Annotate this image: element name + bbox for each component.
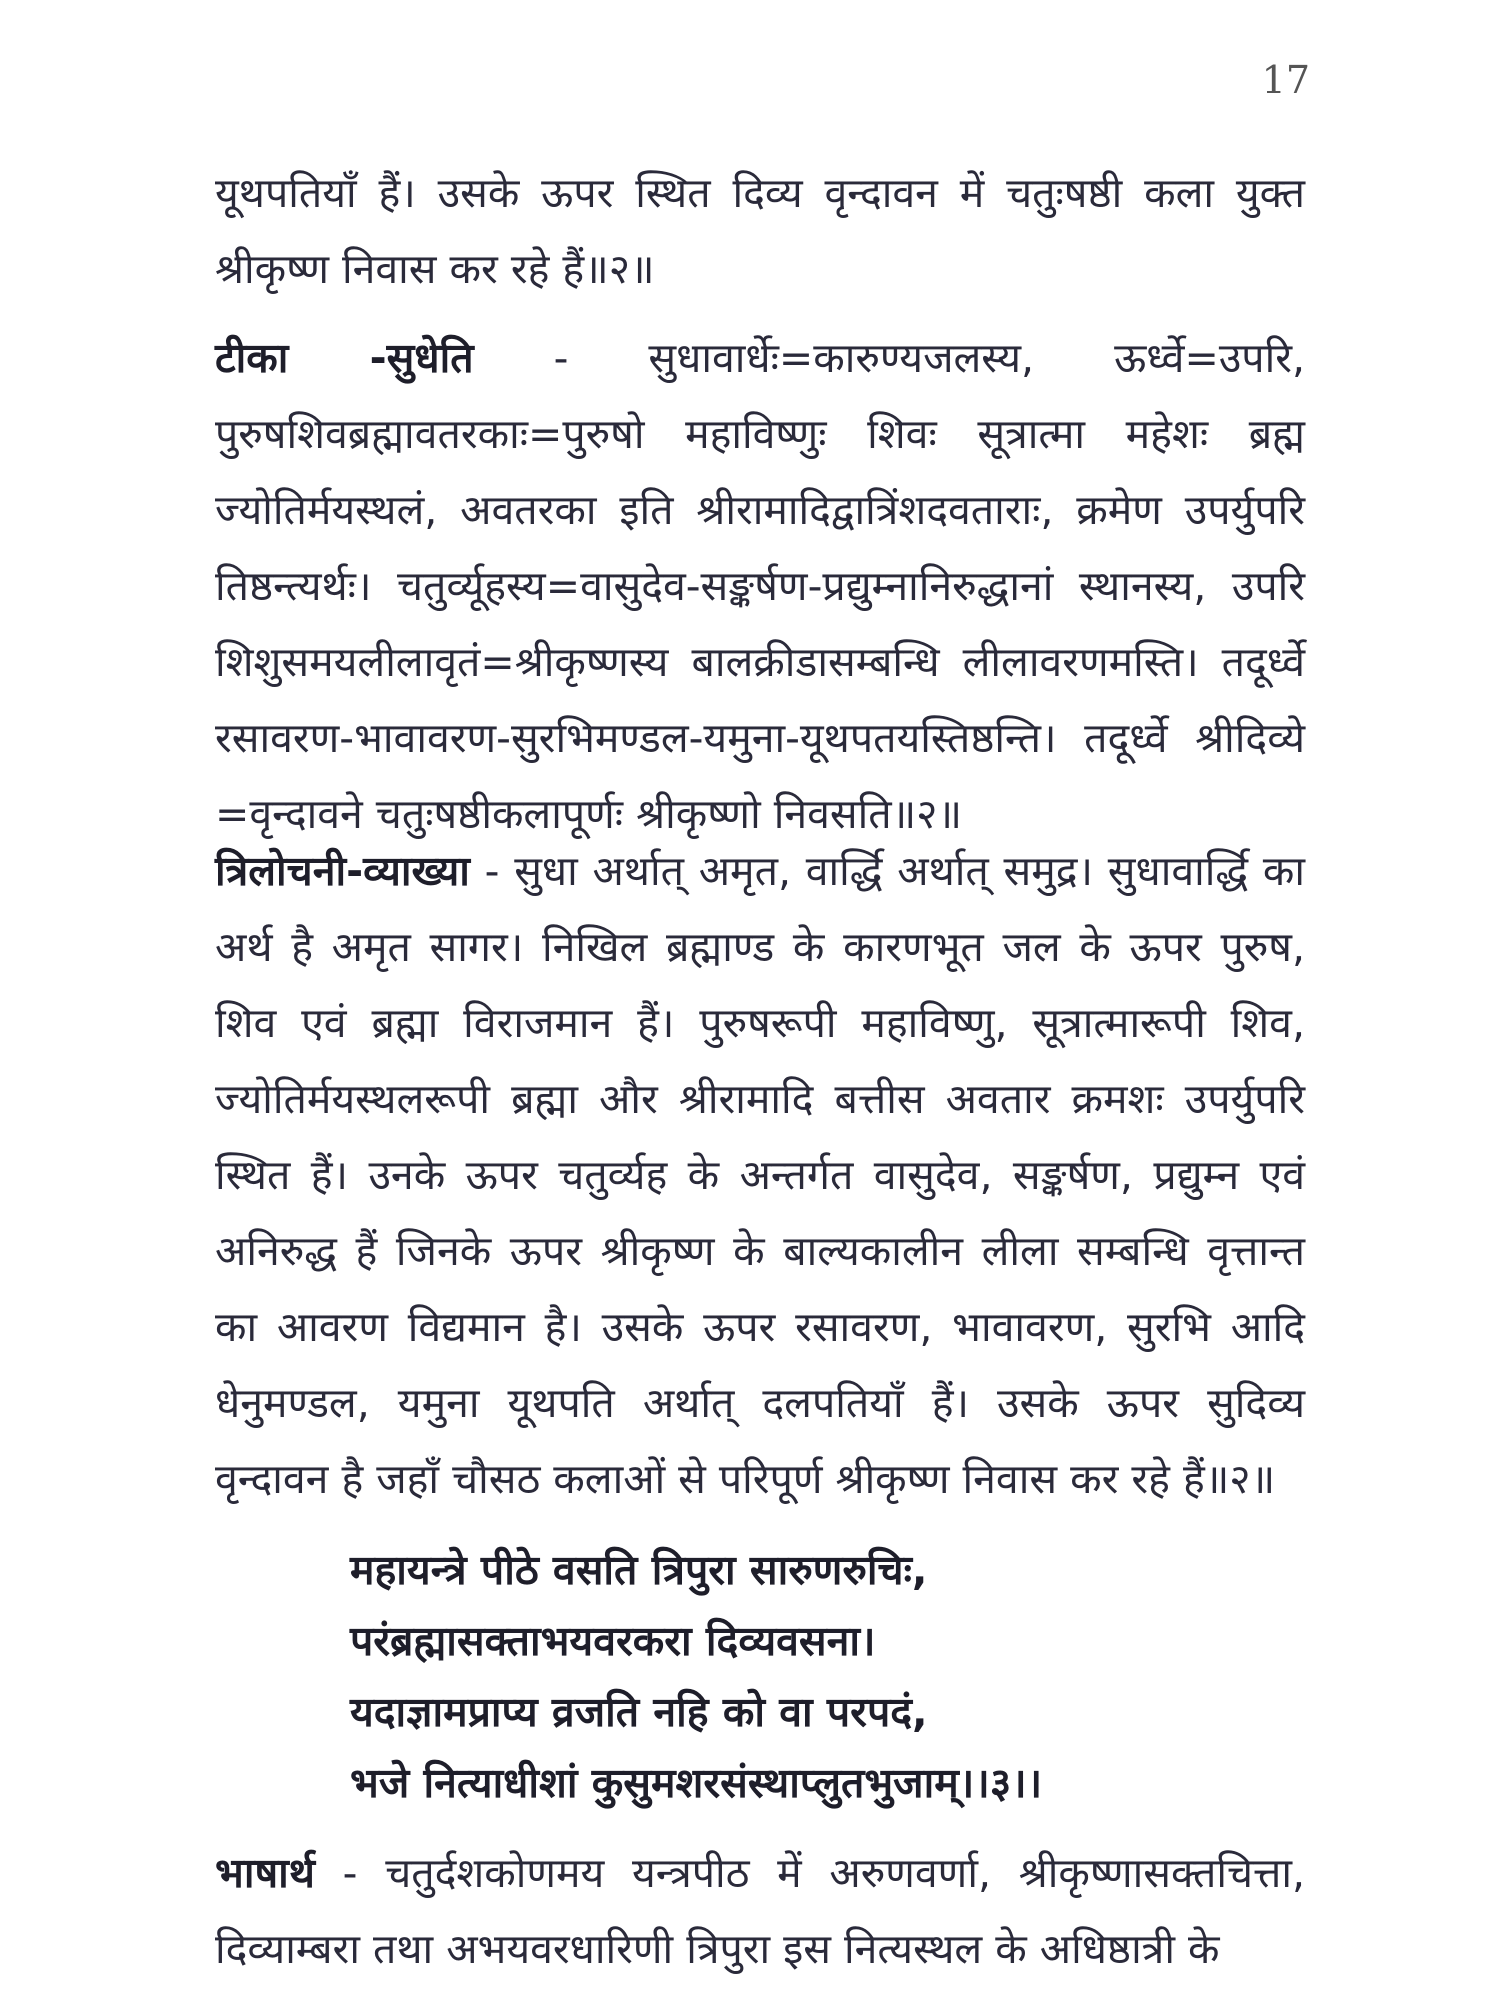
verse-block <box>350 1535 1300 1819</box>
bhavartha-separator: - <box>314 1849 386 1897</box>
verse-line: परंब्रह्मासक्ताभयवरकरा दिव्यवसना। <box>350 1617 876 1665</box>
paragraph-continuation-text: यूथपतियाँ हैं। उसके ऊपर स्थित दिव्य वृन्दावन में चतुःषष्ठी कला युक्त श्रीकृष्ण निवास कर रहे हैं॥२॥ <box>215 169 1305 293</box>
verse-line: यदाज्ञामप्राप्य व्रजति नहि को वा परपदं, <box>350 1688 928 1736</box>
verse-line: महायन्त्रे पीठे वसति त्रिपुरा सारुणरुचिः, <box>350 1546 928 1594</box>
trilochani-text: सुधा अर्थात् अमृत, वार्द्धि अर्थात् समुद्र। सुधावार्द्धि का अर्थ है अमृत सागर। निखिल ब्रह्माण्ड के कारणभूत जल के ऊपर पुरुष, शिव एवं ब्रह्मा विराजमान हैं। पुरुषरूपी महाविष्णु, सूत्रात्मारूपी शिव, ज्योतिर्मयस्थलरूपी ब्रह्मा और श्रीरामादि बत्तीस अवतार क्रमशः उपर्युपरि स्थित हैं। उनके ऊपर चतुर्व्यह के अन्तर्गत वासुदेव, सङ्कर्षण, प्रद्युम्न एवं अनिरुद्ध हैं जिनके ऊपर श्रीकृष्ण के बाल्यकालीन लीला सम्बन्धि वृत्तान्त का आवरण विद्यमान है। उसके ऊपर रसावरण, भावावरण, सुरभि आदि धेनुमण्डल, यमुना यूथपति अर्थात् दलपतियाँ हैं। उसके ऊपर सुदिव्य वृन्दावन है जहाँ चौसठ कलाओं से परिपूर्ण श्रीकृष्ण निवास कर रहे हैं॥२॥ <box>215 847 1305 1503</box>
page-number: 17 <box>1261 58 1310 102</box>
tika-separator: - <box>473 334 649 382</box>
bhavartha-paragraph <box>215 1835 1305 1987</box>
bhavartha-heading: भाषार्थ <box>215 1849 315 1897</box>
verse-line: भजे नित्याधीशां कुसुमशरसंस्थाप्लुतभुजाम्।।३।। <box>350 1759 1043 1807</box>
trilochani-heading: त्रिलोचनी-व्याख्या <box>215 847 470 895</box>
trilochani-paragraph <box>215 833 1305 1517</box>
tika-text: सुधावार्धेः=कारुण्यजलस्य, ऊर्ध्वे=उपरि, पुरुषशिवब्रह्मावतरकाः=पुरुषो महाविष्णुः शिवः सूत्रात्मा महेशः ब्रह्म ज्योतिर्मयस्थलं, अवतरका इति श्रीरामादिद्वात्रिंशदवताराः, क्रमेण उपर्युपरि तिष्ठन्त्यर्थः। चतुर्व्यूहस्य=वासुदेव-सङ्कर्षण-प्रद्युम्नानिरुद्धानां स्थानस्य, उपरि शिशुसमयलीलावृतं=श्रीकृष्णस्य बालक्रीडासम्बन्धि लीलावरणमस्ति। तदूर्ध्वे रसावरण-भावावरण-सुरभिमण्डल-यमुना-यूथपतयस्तिष्ठन्ति। तदूर्ध्वे श्रीदिव्ये =वृन्दावने चतुःषष्ठीकलापूर्णः श्रीकृष्णो निवसति॥२॥ <box>215 334 1305 838</box>
trilochani-separator: - <box>469 847 515 895</box>
bhavartha-text: चतुर्दशकोणमय यन्त्रपीठ में अरुणवर्णा, श्रीकृष्णासक्तचित्ता, दिव्याम्बरा तथा अभयवरधारिणी त्रिपुरा इस नित्यस्थल के अधिष्ठात्री के <box>215 1849 1305 1973</box>
tika-paragraph <box>215 320 1305 852</box>
paragraph-continuation <box>215 155 1305 307</box>
tika-heading: टीका -सुधेति <box>215 334 474 382</box>
